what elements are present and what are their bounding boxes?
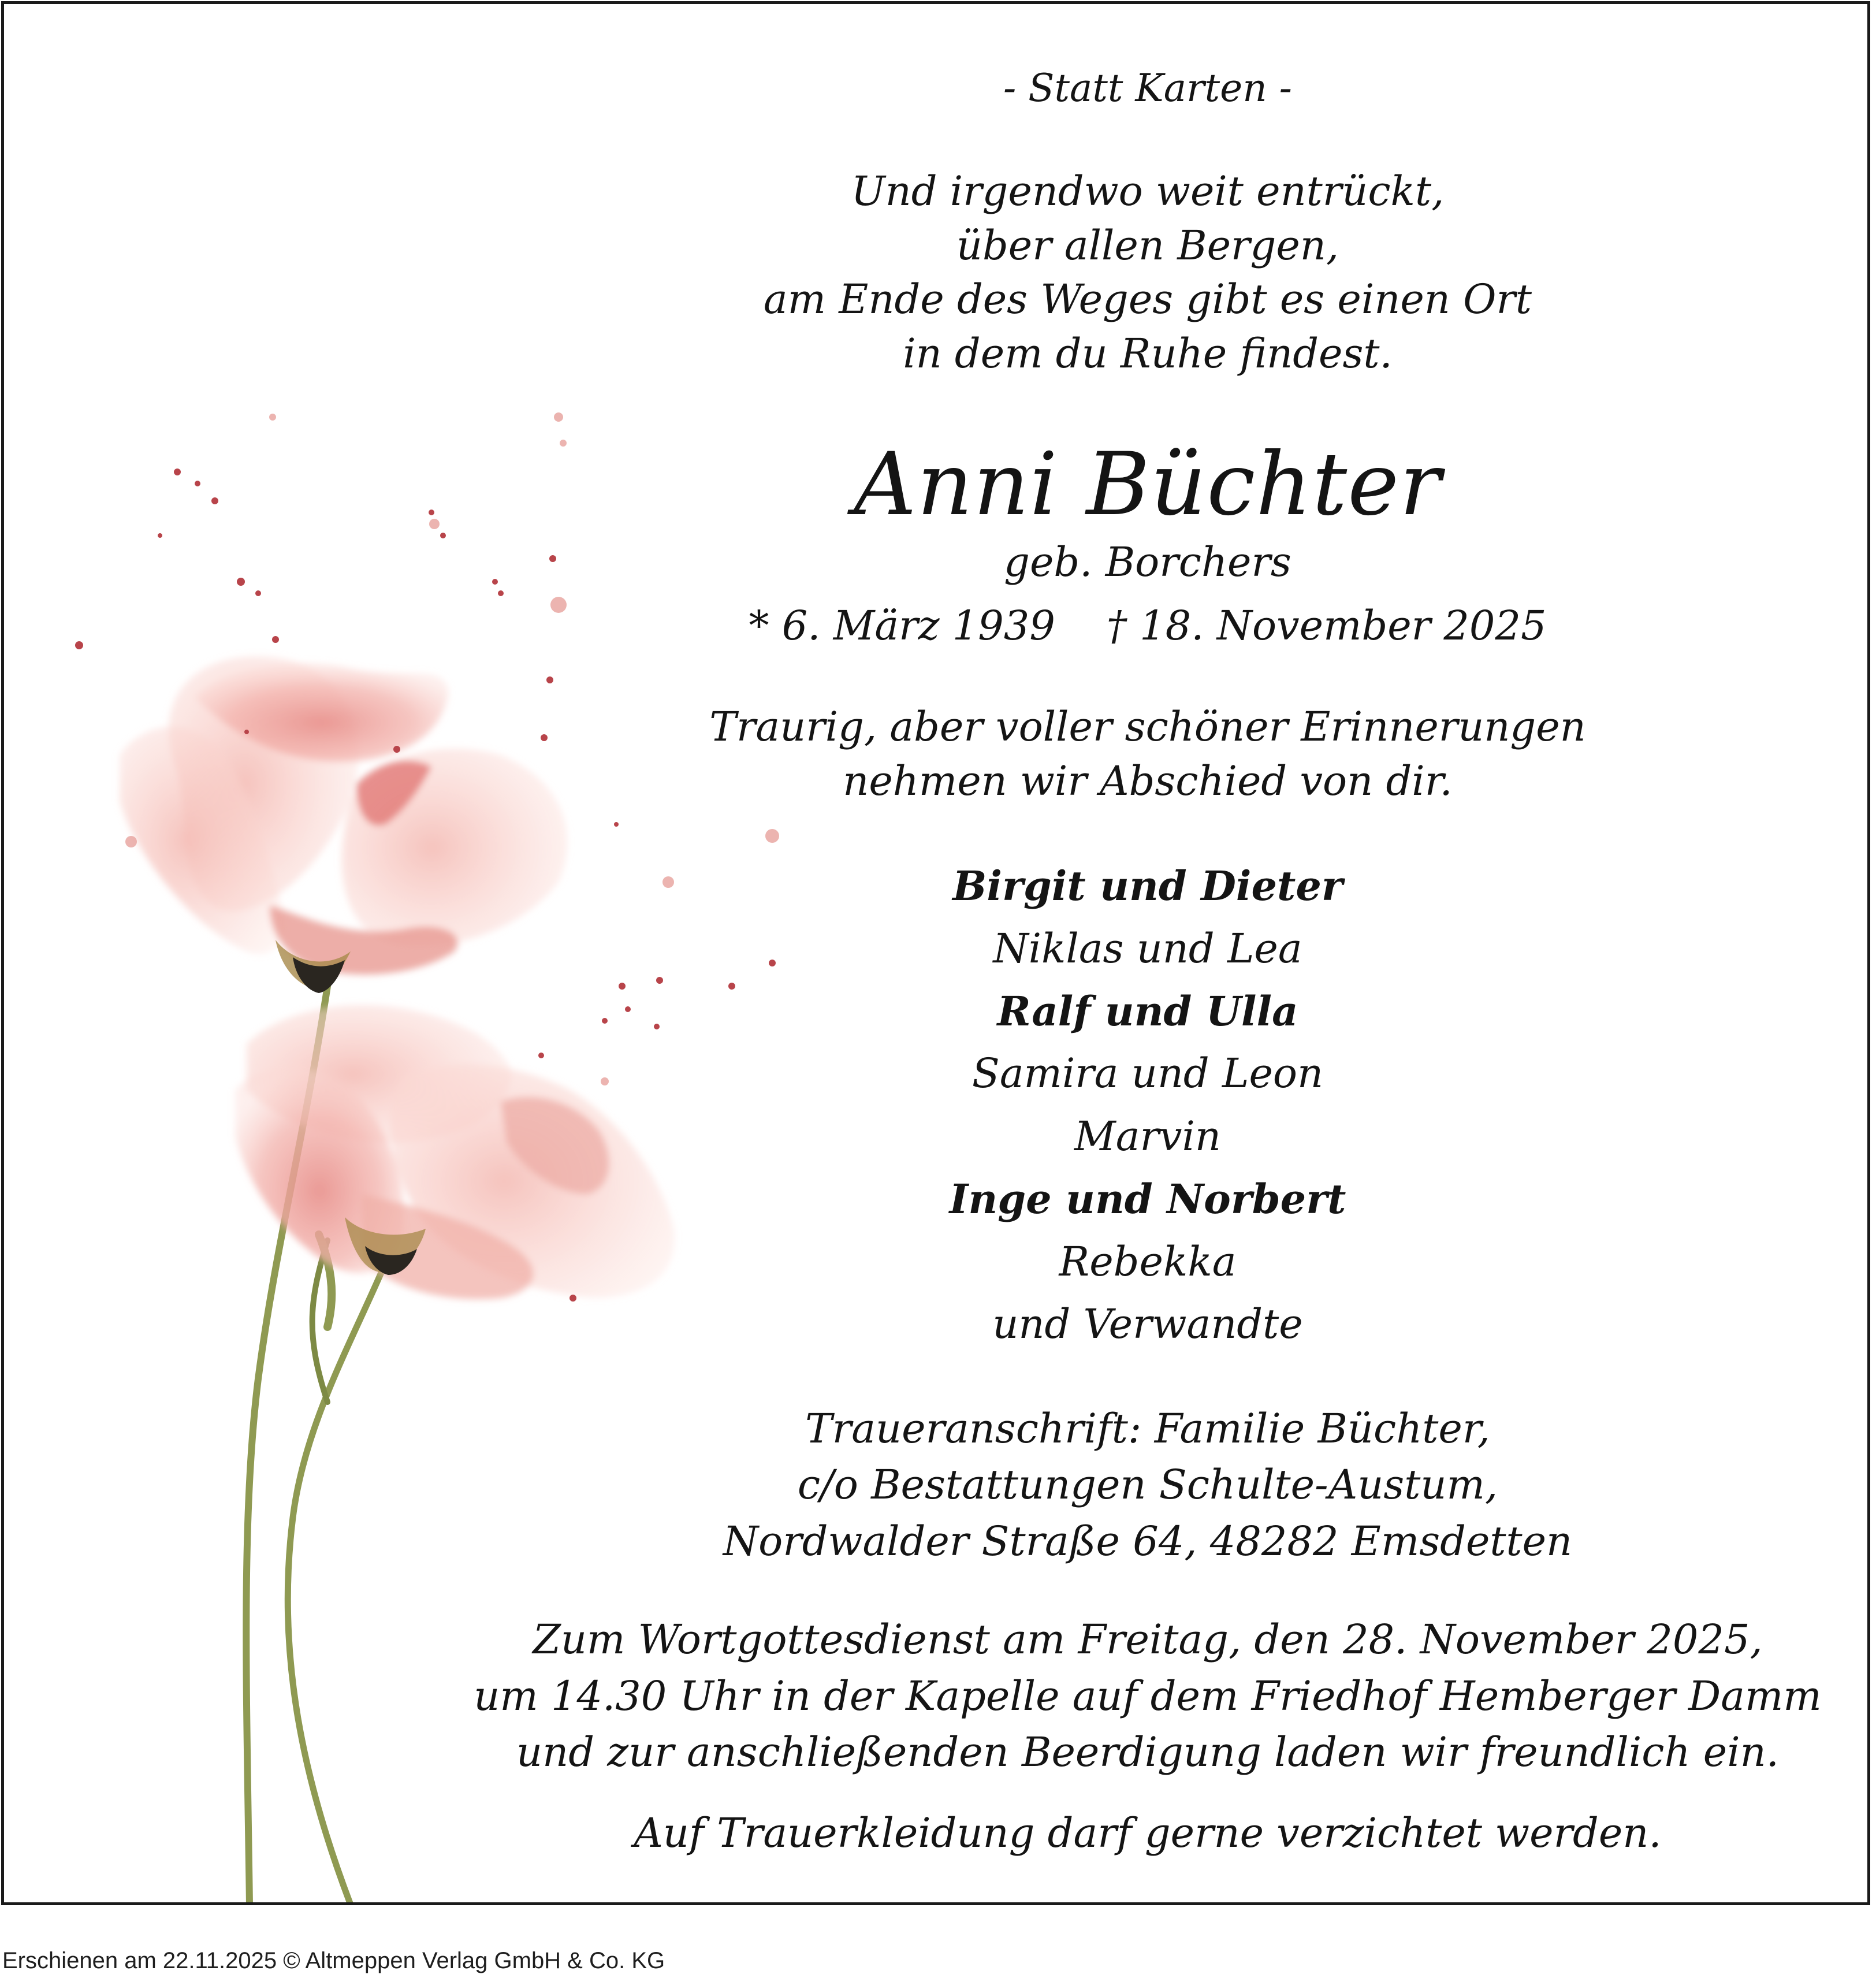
statt-karten-header: - Statt Karten - <box>1003 66 1292 110</box>
poem-line: am Ende des Weges gibt es einen Ort <box>763 276 1532 323</box>
mourner-name: Birgit und Dieter <box>952 862 1343 910</box>
mourner-name: Marvin <box>1074 1113 1221 1160</box>
mourner-name: Ralf und Ulla <box>997 987 1298 1035</box>
farewell-line: nehmen wir Abschied von dir. <box>843 757 1453 805</box>
farewell-line: Traurig, aber voller schöner Erinnerungen <box>709 703 1586 750</box>
obituary-frame <box>1 1 1870 1905</box>
poem-line: Und irgendwo weit entrückt, <box>851 168 1445 215</box>
address-line: Traueranschrift: Familie Büchter, <box>805 1405 1490 1452</box>
poem-line: über allen Bergen, <box>956 222 1339 269</box>
dress-note: Auf Trauerkleidung darf gerne verzichtet werden. <box>634 1809 1662 1857</box>
poem-line: in dem du Ruhe findest. <box>903 330 1393 377</box>
mourner-name: Rebekka <box>1059 1238 1237 1285</box>
birth-name: geb. Borchers <box>1004 538 1291 586</box>
deceased-name: Anni Büchter <box>854 434 1442 535</box>
service-line: um 14.30 Uhr in der Kapelle auf dem Friedhof Hemberger Damm <box>474 1672 1822 1720</box>
address-line: Nordwalder Straße 64, 48282 Emsdetten <box>723 1518 1573 1565</box>
service-line: und zur anschließenden Beerdigung laden wir freundlich ein. <box>516 1728 1779 1776</box>
mourner-name: Niklas und Lea <box>993 925 1302 972</box>
life-dates: * 6. März 1939 † 18. November 2025 <box>749 602 1547 649</box>
mourner-name: und Verwandte <box>992 1300 1303 1348</box>
mourner-name: Samira und Leon <box>972 1050 1324 1097</box>
mourner-name: Inge und Norbert <box>949 1175 1346 1223</box>
service-line: Zum Wortgottesdienst am Freitag, den 28. November 2025, <box>533 1616 1763 1663</box>
publication-footer: Erschienen am 22.11.2025 © Altmeppen Verlag GmbH & Co. KG <box>2 1948 665 1973</box>
address-line: c/o Bestattungen Schulte-Austum, <box>797 1461 1498 1508</box>
